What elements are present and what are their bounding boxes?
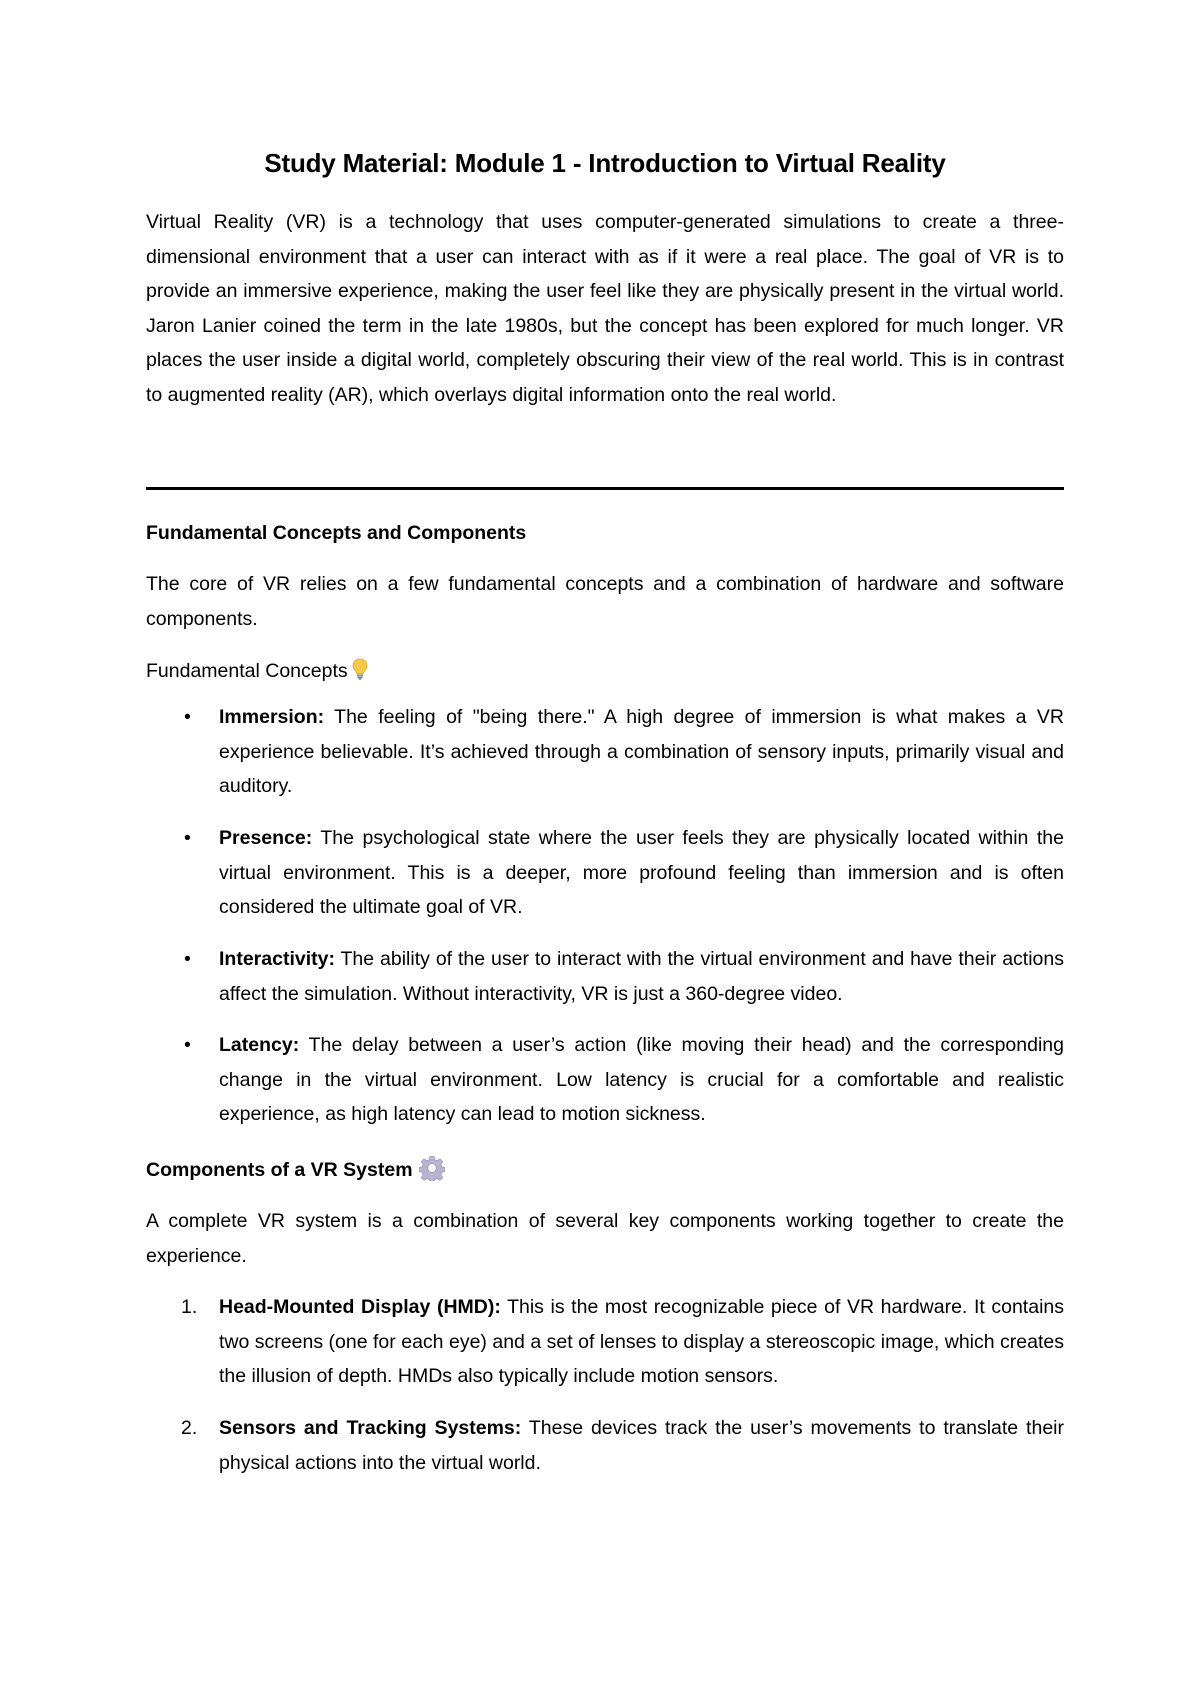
list-item-text bbox=[219, 1411, 1064, 1480]
concept-description: The feeling of "being there." A high degree of immersion is what makes a VR experience believable. It’s achieved through a combination of sensory inputs, primarily visual and auditory. bbox=[219, 706, 1064, 798]
concepts-subheading-label: Fundamental Concepts bbox=[146, 660, 348, 682]
component-term: Head-Mounted Display (HMD): bbox=[219, 1296, 501, 1318]
section-heading-fundamental: Fundamental Concepts and Components bbox=[146, 522, 527, 544]
concept-term: Immersion: bbox=[219, 706, 325, 728]
concepts-subheading bbox=[146, 654, 368, 688]
bullet-marker: • bbox=[184, 948, 191, 970]
list-item-text bbox=[219, 821, 1064, 925]
list-item-text bbox=[219, 700, 1064, 804]
list-item-text bbox=[219, 1290, 1064, 1394]
bullet-marker: • bbox=[184, 1034, 191, 1056]
concept-term: Latency: bbox=[219, 1034, 300, 1056]
bullet-marker: • bbox=[184, 827, 191, 849]
section-text-components: A complete VR system is a combination of several key components working together to create the experience. bbox=[146, 1210, 1064, 1267]
bullet-marker: • bbox=[184, 706, 191, 728]
component-description: These devices track the user’s movements to translate their physical actions into the virtual world. bbox=[219, 1417, 1064, 1474]
section-text-fundamental: The core of VR relies on a few fundamental concepts and a combination of hardware and software components. bbox=[146, 573, 1064, 630]
horizontal-rule bbox=[146, 487, 1064, 490]
concept-description: The delay between a user’s action (like moving their head) and the corresponding change in the virtual environment. Low latency is crucial for a comfortable and realistic experience, as high latency can lead to motion sickness. bbox=[219, 1034, 1064, 1126]
lightbulb-icon bbox=[352, 658, 368, 680]
list-number: 2. bbox=[181, 1417, 198, 1439]
intro-paragraph: Virtual Reality (VR) is a technology that uses computer-generated simulations to create a three-dimensional environment that a user can interact with as if it were a real place. The goal of VR is to provide an immersive experience, making the user feel like they are physically present in the virtual world. Jaron Lanier coined the term in the late 1980s, but the concept has been explored for much longer. VR places the user inside a digital world, completely obscuring their view of the real world. This is in contrast to augmented reality (AR), which overlays digital information onto the real world. bbox=[146, 211, 1064, 406]
section-heading-components-label: Components of a VR System bbox=[146, 1159, 413, 1181]
list-item-text bbox=[219, 942, 1064, 1011]
document-title: Study Material: Module 1 - Introduction to Virtual Reality bbox=[264, 148, 946, 178]
concept-term: Presence: bbox=[219, 827, 313, 849]
component-term: Sensors and Tracking Systems: bbox=[219, 1417, 522, 1439]
list-item-text bbox=[219, 1028, 1064, 1132]
gear-icon bbox=[419, 1155, 445, 1181]
concept-description: The ability of the user to interact with the virtual environment and have their actions affect the simulation. Without interactivity, VR is just a 360-degree video. bbox=[219, 948, 1064, 1005]
concept-description: The psychological state where the user feels they are physically located within the virtual environment. This is a deeper, more profound feeling than immersion and is often considered the ultimate goal of VR. bbox=[219, 827, 1064, 919]
list-number: 1. bbox=[181, 1296, 198, 1318]
concept-term: Interactivity: bbox=[219, 948, 335, 970]
section-heading-components bbox=[146, 1153, 445, 1187]
component-description: This is the most recognizable piece of VR hardware. It contains two screens (one for each eye) and a set of lenses to display a stereoscopic image, which creates the illusion of depth. HMDs also typically include motion sensors. bbox=[219, 1296, 1064, 1388]
